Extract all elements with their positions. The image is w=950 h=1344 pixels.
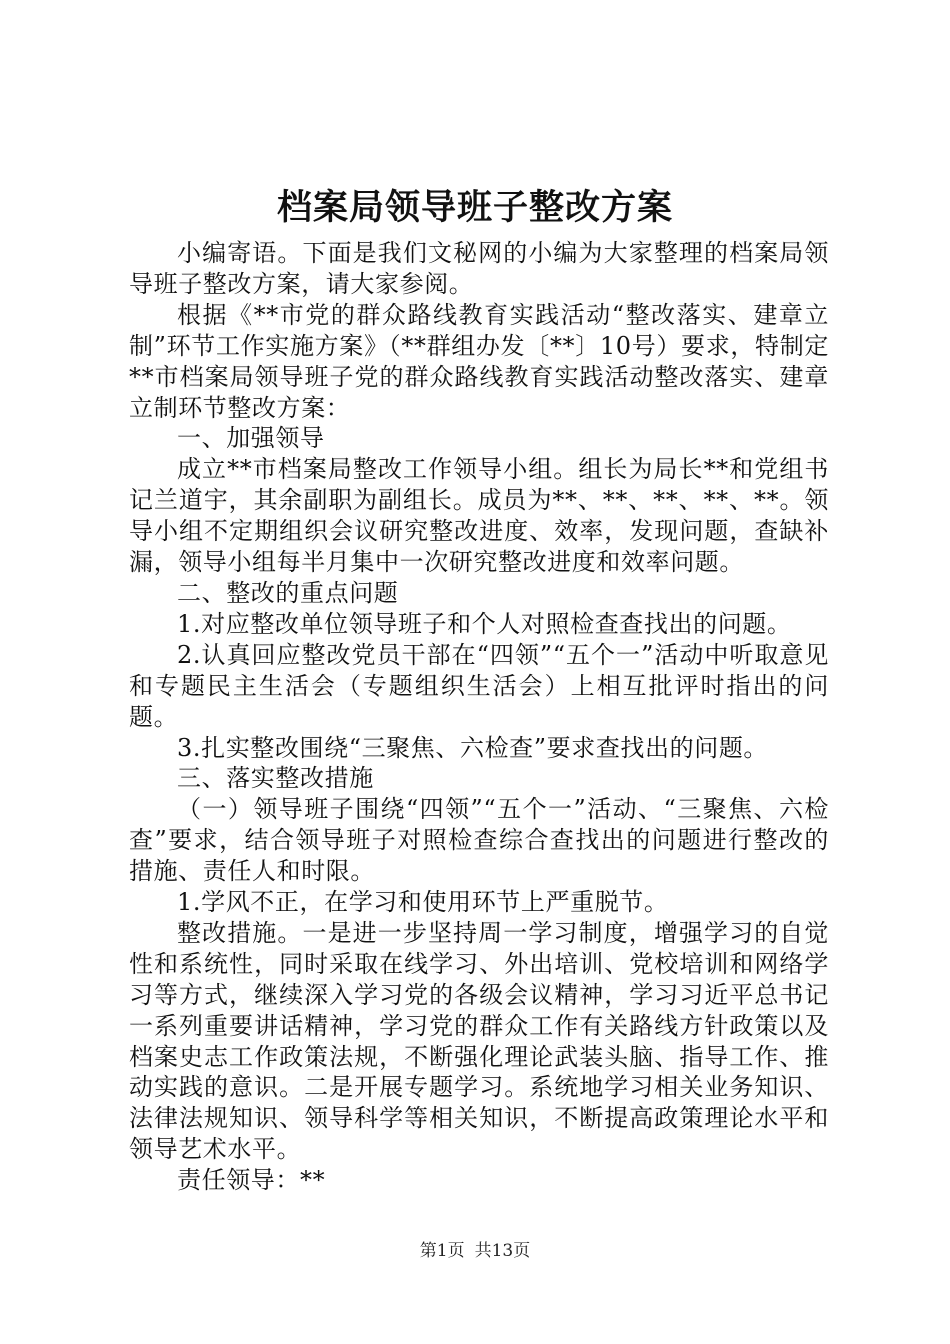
page-footer xyxy=(0,1238,950,1264)
list-item-2: 2.认真回应整改党员干部在“四领”“五个一”活动中听取意见和专题民主生活会（专题组织生活会）上相互批评时指出的问题。 xyxy=(129,640,829,731)
paragraph-measures: 整改措施。一是进一步坚持周一学习制度，增强学习的自觉性和系统性，同时采取在线学习、外出培训、党校培训和网络学习等方式，继续深入学习党的各级会议精神，学习习近平总书记一系列重要讲话精神，学习党的群众工作有关路线方针政策以及档案史志工作政策法规，不断强化理论武装头脑、指导工作、推动实践的意识。二是开展专题学习。系统地学习相关业务知识、法律法规知识、领导科学等相关知识，不断提高政策理论水平和领导艺术水平。 xyxy=(129,918,829,1164)
document-body xyxy=(129,238,829,1196)
paragraph-responsible: 责任领导：** xyxy=(177,1166,326,1195)
list-item-3: 3.扎实整改围绕“三聚焦、六检查”要求查找出的问题。 xyxy=(177,733,769,762)
section-heading-3: 三、落实整改措施 xyxy=(177,764,374,793)
list-item-1: 1.对应整改单位领导班子和个人对照检查查找出的问题。 xyxy=(177,609,792,638)
section-heading-1: 一、加强领导 xyxy=(177,424,325,453)
paragraph-intro: 小编寄语。下面是我们文秘网的小编为大家整理的档案局领导班子整改方案，请大家参阅。 xyxy=(129,239,829,298)
subsection-1: （一）领导班子围绕“四领”“五个一”活动、“三聚焦、六检查”要求，结合领导班子对照检查综合查找出的问题进行整改的措施、责任人和时限。 xyxy=(129,795,829,886)
paragraph-basis: 根据《**市党的群众路线教育实践活动“整改落实、建章立制”环节工作实施方案》（**群组办发〔**〕10号）要求，特制定**市档案局领导班子党的群众路线教育实践活动整改落实、建章立制环节整改方案： xyxy=(129,300,829,422)
page-number: 第1页 xyxy=(419,1241,465,1261)
page-total: 共13页 xyxy=(474,1241,531,1261)
document-title: 档案局领导班子整改方案 xyxy=(276,187,673,228)
section-heading-2: 二、整改的重点问题 xyxy=(177,578,399,607)
paragraph-leadership: 成立**市档案局整改工作领导小组。组长为局长**和党组书记兰道宇，其余副职为副组长。成员为**、**、**、**、**。领导小组不定期组织会议研究整改进度、效率，发现问题，查缺补漏，领导小组每半月集中一次研究整改进度和效率问题。 xyxy=(129,455,829,577)
issue-item-1: 1.学风不正，在学习和使用环节上严重脱节。 xyxy=(177,888,669,917)
